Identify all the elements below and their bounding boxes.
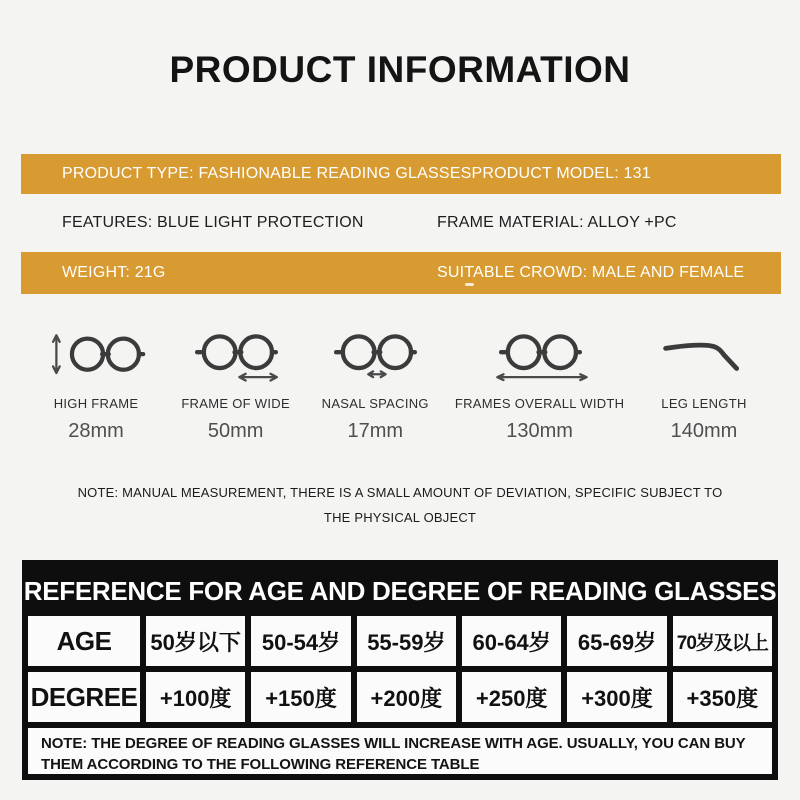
degree-cell: +100度 — [146, 672, 245, 722]
measure-value: 17mm — [347, 419, 404, 442]
reference-table — [22, 560, 778, 780]
measure-label: NASAL SPACING — [321, 395, 429, 411]
measure-temple-length — [644, 329, 764, 443]
measure-value: 28mm — [68, 419, 124, 442]
age-cell: 70岁及以上 — [673, 616, 772, 666]
degree-cell: +150度 — [251, 672, 350, 722]
overall-width-icon — [492, 329, 588, 385]
spec-suitable-crowd: SUITABLE CROWD: MALE AND FEMALE — [437, 263, 745, 281]
measurement-note: NOTE: MANUAL MEASUREMENT, THERE IS A SMALL AMOUNT OF DEVIATION, SPECIFIC SUBJECT TO THE PHYSICAL OBJECT — [77, 484, 723, 526]
age-cell: 50-54岁 — [251, 616, 350, 666]
bridge-width-icon — [327, 329, 423, 385]
spec-row-features-material — [21, 194, 781, 252]
measure-lens-width — [176, 329, 296, 443]
measure-bridge-width — [315, 329, 435, 443]
reference-table-grid — [28, 616, 772, 722]
degree-cell: +350度 — [673, 672, 772, 722]
degree-cell: +200度 — [357, 672, 456, 722]
spec-weight: WEIGHT: 21G — [62, 263, 166, 281]
spec-product-type: PRODUCT TYPE: FASHIONABLE READING GLASSES — [62, 164, 472, 182]
spec-product-model: PRODUCT MODEL: 131 — [471, 164, 651, 182]
measurement-diagrams — [0, 329, 800, 443]
lens-width-icon — [188, 329, 284, 385]
measure-frame-height — [36, 329, 156, 443]
degree-cell: +250度 — [462, 672, 561, 722]
reference-table-title: REFERENCE FOR AGE AND DEGREE OF READING GLASSES — [23, 575, 777, 606]
temple-length-icon — [656, 329, 752, 385]
measure-label: LEG LENGTH — [661, 395, 747, 411]
frame-height-icon — [46, 329, 146, 385]
watermark-artifact — [465, 283, 474, 286]
measure-label: HIGH FRAME — [53, 395, 139, 411]
spec-row-type-model — [21, 154, 781, 194]
age-row-header: AGE — [28, 616, 140, 666]
measure-value: 130mm — [506, 419, 573, 442]
age-cell: 55-59岁 — [357, 616, 456, 666]
measure-label: FRAMES OVERALL WIDTH — [454, 395, 625, 411]
degree-cell: +300度 — [567, 672, 666, 722]
spec-section — [21, 154, 781, 294]
measure-overall-width — [455, 329, 624, 443]
spec-row-weight-crowd — [21, 252, 781, 294]
page-title: PRODUCT INFORMATION — [169, 49, 631, 90]
spec-frame-material: FRAME MATERIAL: ALLOY +PC — [437, 213, 677, 231]
age-cell: 60-64岁 — [462, 616, 561, 666]
age-cell: 50岁以下 — [146, 616, 245, 666]
measure-value: 140mm — [670, 419, 738, 442]
spec-features: FEATURES: BLUE LIGHT PROTECTION — [62, 213, 364, 231]
age-cell: 65-69岁 — [567, 616, 666, 666]
degree-row-header: DEGREE — [28, 672, 140, 722]
reference-table-note: NOTE: THE DEGREE OF READING GLASSES WILL INCREASE WITH AGE. USUALLY, YOU CAN BUY THEM ACCORDING TO THE FOLLOWING REFERENCE TABLE — [28, 728, 772, 774]
measure-label: FRAME OF WIDE — [181, 395, 290, 411]
measure-value: 50mm — [207, 419, 264, 442]
